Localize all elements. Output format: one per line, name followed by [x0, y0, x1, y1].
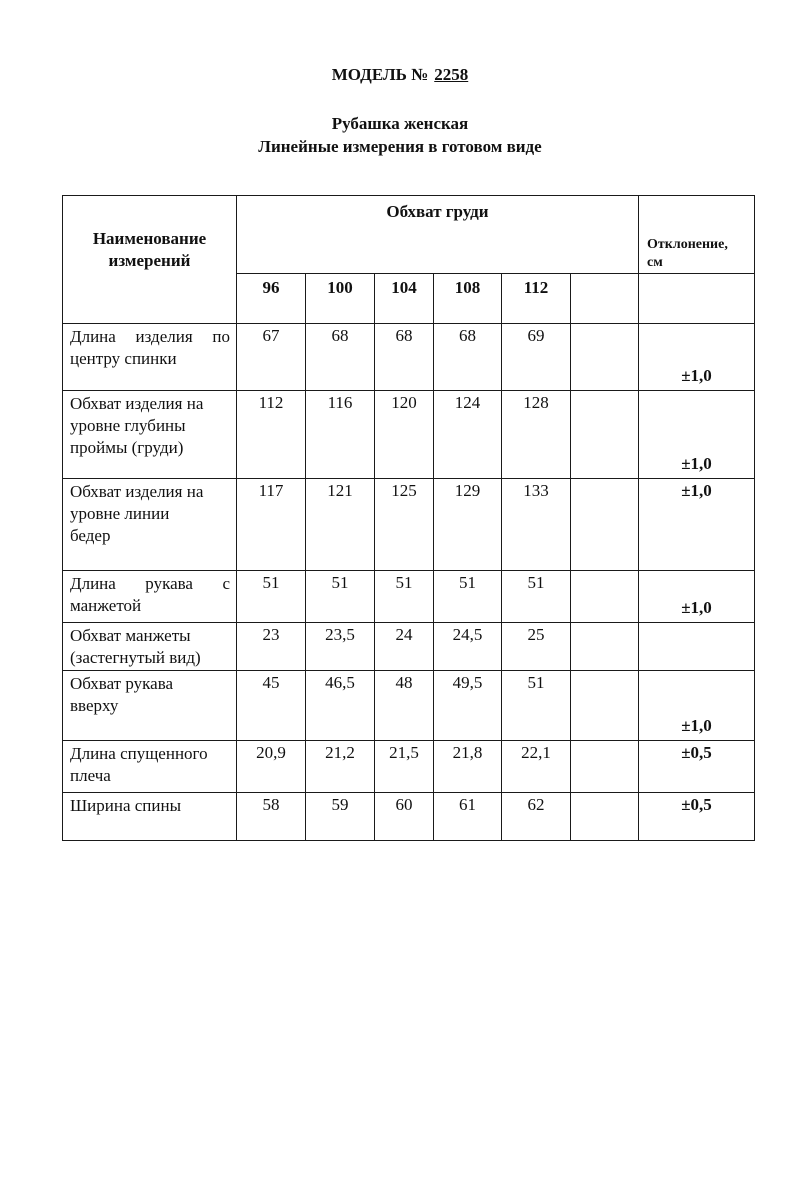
measurement-name-line: плеча [70, 766, 111, 785]
measurement-value: 23 [237, 623, 306, 671]
table-row [63, 793, 755, 841]
table-row [63, 671, 755, 741]
measurement-value: 58 [237, 793, 306, 841]
measurement-value: 124 [434, 391, 502, 479]
tolerance-value: ±1,0 [639, 324, 755, 391]
empty-size-cell [571, 623, 639, 671]
empty-size-cell [571, 671, 639, 741]
tolerance-value [639, 623, 755, 671]
measurement-value: 22,1 [502, 741, 571, 793]
measurement-value: 68 [375, 324, 434, 391]
measurement-name-line: уровне линии [70, 504, 170, 523]
measurement-value: 69 [502, 324, 571, 391]
empty-size-cell [571, 324, 639, 391]
measurement-value: 129 [434, 479, 502, 571]
measurement-value: 51 [237, 571, 306, 623]
measurement-value: 68 [434, 324, 502, 391]
measurement-value: 46,5 [306, 671, 375, 741]
name-header-line: измерений [108, 250, 191, 270]
measurement-value: 48 [375, 671, 434, 741]
tolerance-header-line: см [647, 255, 663, 270]
measurement-value: 24 [375, 623, 434, 671]
tolerance-header-empty [639, 274, 755, 324]
measurement-value: 112 [237, 391, 306, 479]
table-row [63, 571, 755, 623]
measurement-name-line: Длина спущенного [70, 744, 208, 763]
measurement-value: 62 [502, 793, 571, 841]
measurement-value: 133 [502, 479, 571, 571]
table-row [63, 479, 755, 571]
measurement-value: 125 [375, 479, 434, 571]
measurement-name-line: вверху [70, 696, 119, 715]
measurement-value: 116 [306, 391, 375, 479]
measurement-name-line: Обхват изделия на [70, 394, 204, 413]
tolerance-value: ±1,0 [639, 391, 755, 479]
table-header-row [63, 196, 755, 274]
model-title [0, 65, 800, 85]
measurement-value: 51 [434, 571, 502, 623]
measurement-name [63, 623, 237, 671]
measurements-table [62, 195, 755, 841]
size-header: 96 [237, 274, 306, 324]
empty-size-cell [571, 391, 639, 479]
empty-size-cell [571, 741, 639, 793]
measurement-name-line: Обхват рукава [70, 674, 174, 693]
document-subtitle [0, 112, 800, 158]
measurement-name-line: Длина рукава с [70, 574, 230, 593]
measurement-value: 21,8 [434, 741, 502, 793]
measurements-description: Линейные измерения в готовом виде [258, 137, 542, 156]
measurement-value: 67 [237, 324, 306, 391]
measurement-value: 20,9 [237, 741, 306, 793]
empty-size-cell [571, 479, 639, 571]
measurement-name [63, 571, 237, 623]
size-header: 104 [375, 274, 434, 324]
measurement-value: 21,2 [306, 741, 375, 793]
measurement-value: 61 [434, 793, 502, 841]
measurement-value: 128 [502, 391, 571, 479]
measurement-value: 49,5 [434, 671, 502, 741]
measurement-value: 60 [375, 793, 434, 841]
tolerance-value: ±0,5 [639, 793, 755, 841]
measurement-value: 117 [237, 479, 306, 571]
measurement-value: 51 [502, 671, 571, 741]
measurement-value: 45 [237, 671, 306, 741]
measurement-name-line: уровне глубины [70, 416, 186, 435]
size-header: 108 [434, 274, 502, 324]
model-label: МОДЕЛЬ № [331, 65, 429, 84]
measurement-name-line: Длина изделия по [70, 327, 230, 346]
measurement-name [63, 741, 237, 793]
table-row [63, 391, 755, 479]
size-header-empty [571, 274, 639, 324]
model-number: 2258 [434, 65, 469, 84]
tolerance-column-header [639, 196, 755, 274]
measurement-name-line: бедер [70, 526, 111, 545]
measurement-value: 51 [375, 571, 434, 623]
measurement-value: 51 [306, 571, 375, 623]
measurement-value: 68 [306, 324, 375, 391]
measurement-name [63, 671, 237, 741]
measurement-name-line: Ширина спины [70, 796, 181, 815]
size-header: 112 [502, 274, 571, 324]
table-row [63, 324, 755, 391]
measurement-name [63, 391, 237, 479]
measurement-value: 23,5 [306, 623, 375, 671]
product-name: Рубашка женская [331, 114, 469, 133]
measurement-name-line: (застегнутый вид) [70, 648, 201, 667]
table-row [63, 623, 755, 671]
measurement-name-line: Обхват манжеты [70, 626, 191, 645]
tolerance-header-line: Отклонение, [647, 237, 728, 252]
empty-size-cell [571, 571, 639, 623]
tolerance-value: ±1,0 [639, 671, 755, 741]
measurement-name [63, 324, 237, 391]
size-header: 100 [306, 274, 375, 324]
name-header-line: Наименование [92, 228, 207, 248]
measurement-name [63, 479, 237, 571]
tolerance-value: ±1,0 [639, 571, 755, 623]
measurement-name [63, 793, 237, 841]
tolerance-value: ±1,0 [639, 479, 755, 571]
table-row [63, 741, 755, 793]
measurement-value: 51 [502, 571, 571, 623]
tolerance-value: ±0,5 [639, 741, 755, 793]
measurement-name-line: манжетой [70, 596, 142, 615]
measurement-name-line: проймы (груди) [70, 438, 184, 457]
measurement-value: 24,5 [434, 623, 502, 671]
name-column-header [63, 196, 237, 324]
empty-size-cell [571, 793, 639, 841]
measurement-name-line: центру спинки [70, 349, 177, 368]
measurement-value: 120 [375, 391, 434, 479]
chest-girth-group-header: Обхват груди [237, 196, 639, 274]
measurement-value: 21,5 [375, 741, 434, 793]
measurement-value: 25 [502, 623, 571, 671]
measurement-value: 121 [306, 479, 375, 571]
measurement-value: 59 [306, 793, 375, 841]
measurement-name-line: Обхват изделия на [70, 482, 204, 501]
